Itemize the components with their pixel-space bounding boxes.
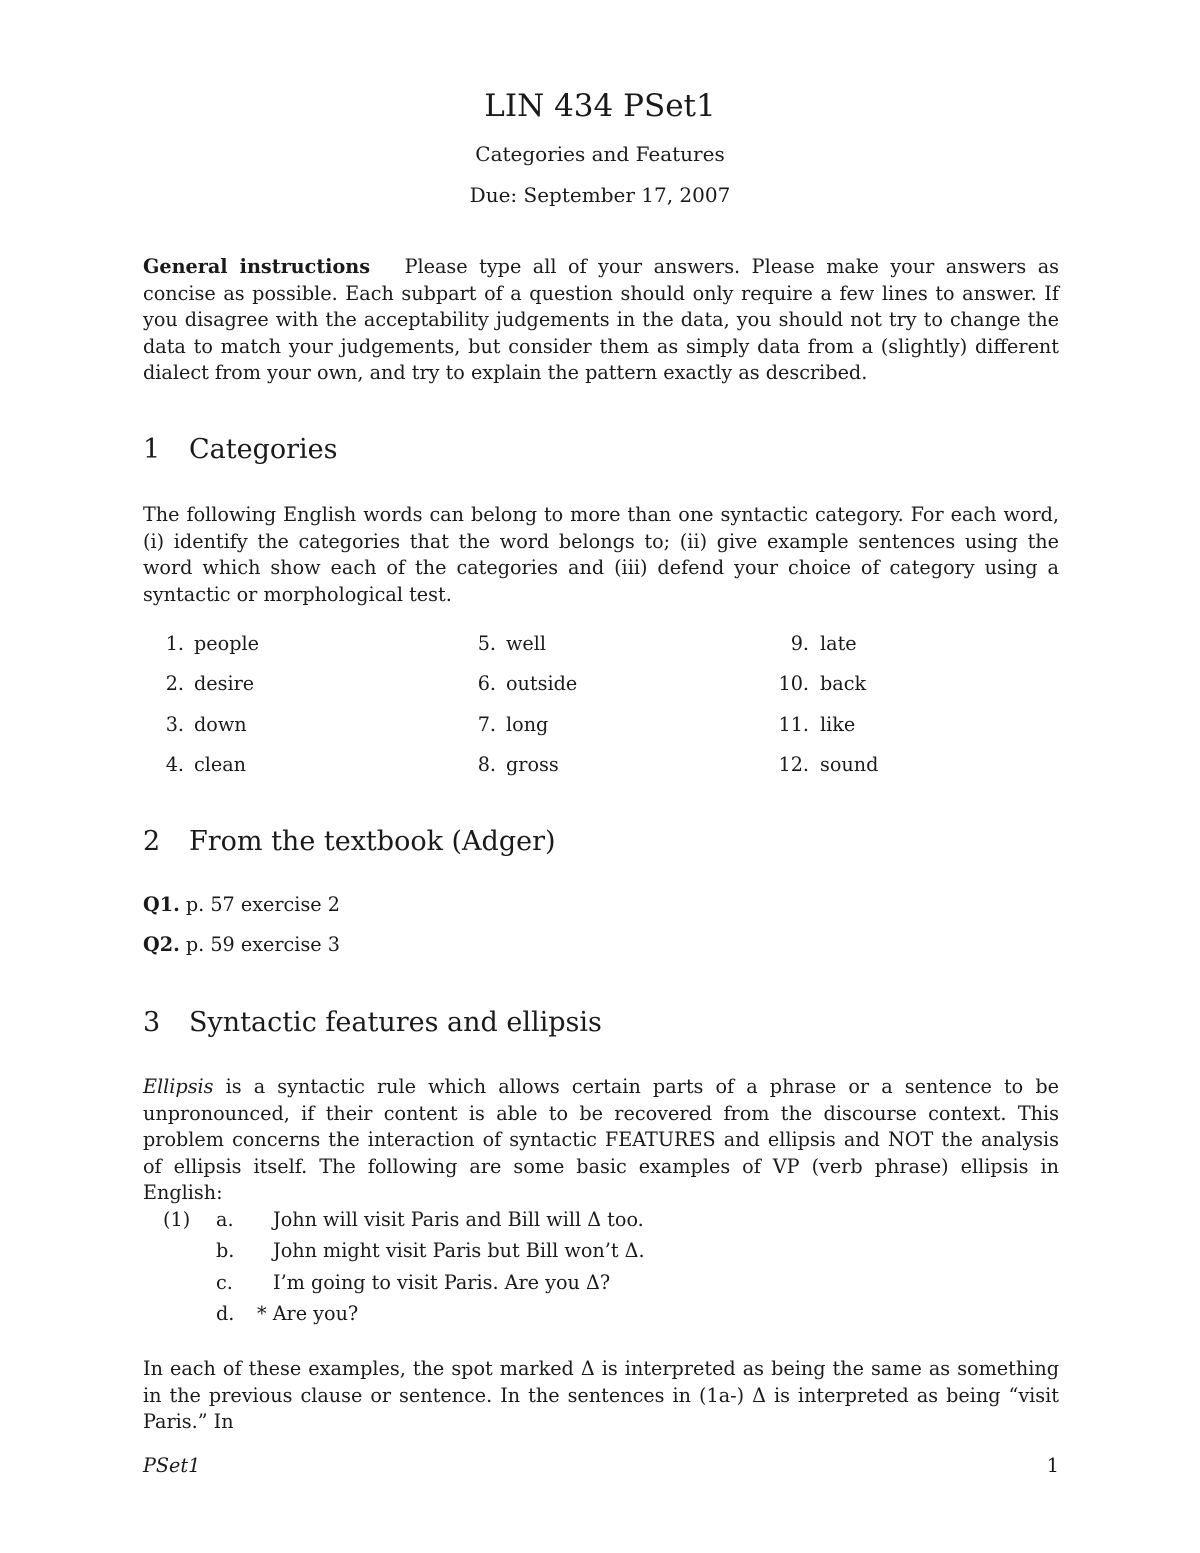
word-item: back <box>820 672 867 695</box>
word-number: 2. <box>165 672 184 695</box>
example-label: d. <box>216 1302 235 1325</box>
section-1-heading <box>143 434 338 465</box>
section-title: Categories <box>189 434 338 465</box>
page-number: 1 <box>1046 1454 1059 1477</box>
example-label: b. <box>216 1239 235 1262</box>
question-label: Q2. <box>143 933 180 956</box>
word-item: long <box>506 713 549 736</box>
example-text: John might visit Paris but Bill won’t Δ. <box>273 1239 645 1262</box>
example-label: c. <box>216 1271 233 1294</box>
section-3-intro <box>143 1074 1059 1207</box>
general-instructions <box>143 254 1059 387</box>
word-item: sound <box>820 753 879 776</box>
word-number: 8. <box>477 753 496 776</box>
section-3-intro-text: is a syntactic rule which allows certain parts of a phrase or a sentence to be unpronounced, if their content is able to be recovered from the discourse context. This problem concerns the interaction of syntactic FEATURES and ellipsis and NOT the analysis of ellipsis itself. The following are some basic examples of VP (verb phrase) ellipsis in English: <box>143 1075 1059 1205</box>
word-item: outside <box>506 672 578 695</box>
word-number: 3. <box>165 713 184 736</box>
section-2-heading <box>143 826 556 857</box>
section-number: 2 <box>143 826 161 857</box>
footer-label: PSet1 <box>143 1454 201 1477</box>
example-text: John will visit Paris and Bill will Δ too. <box>273 1208 644 1231</box>
word-number: 6. <box>477 672 496 695</box>
example-number: (1) <box>163 1208 191 1231</box>
example-text: * Are you? <box>257 1302 359 1325</box>
word-number: 5. <box>477 632 496 655</box>
word-item: like <box>820 713 856 736</box>
question-item <box>143 893 340 916</box>
section-3-heading <box>143 1007 602 1038</box>
word-number: 9. <box>790 632 809 655</box>
ellipsis-term: Ellipsis <box>143 1075 214 1098</box>
section-title: From the textbook (Adger) <box>189 826 556 857</box>
word-item: gross <box>506 753 559 776</box>
question-text: p. 57 exercise 2 <box>185 893 340 916</box>
instructions-text: Please type all of your answers. Please make your answers as concise as possible. Each subpart of a question should only require a few lines to answer. If you disagree with the acceptability judgements in the data, you should not try to change the data to match your judgements, but consider them as simply data from a (slightly) different dialect from your own, and try to explain the pattern exactly as described. <box>143 255 1059 385</box>
word-number: 1. <box>165 632 184 655</box>
word-item: desire <box>194 672 255 695</box>
section-number: 1 <box>143 434 161 465</box>
page-subtitle: Categories and Features <box>475 142 725 166</box>
example-label: a. <box>216 1208 234 1231</box>
word-item: people <box>194 632 259 655</box>
word-number: 10. <box>778 672 809 695</box>
page-title: LIN 434 PSet1 <box>484 88 716 124</box>
word-item: clean <box>194 753 247 776</box>
question-text: p. 59 exercise 3 <box>185 933 340 956</box>
section-1-intro: The following English words can belong to more than one syntactic category. For each word, (i) identify the categories that the word belongs to; (ii) give example sentences using the word which show each of the categories and (iii) defend your choice of category using a syntactic or morphological test. <box>143 503 1059 606</box>
instructions-label: General instructions <box>143 255 371 278</box>
section-3-followup: In each of these examples, the spot marked Δ is interpreted as being the same as something in the previous clause or sentence. In the sentences in (1a-) Δ is interpreted as being “visit Paris.” In <box>143 1357 1059 1434</box>
example-text: I’m going to visit Paris. Are you Δ? <box>273 1271 611 1294</box>
question-label: Q1. <box>143 893 180 916</box>
word-number: 7. <box>477 713 496 736</box>
section-title: Syntactic features and ellipsis <box>189 1007 602 1038</box>
due-date: Due: September 17, 2007 <box>469 183 731 207</box>
word-number: 4. <box>165 753 184 776</box>
word-number: 12. <box>778 753 809 776</box>
word-item: well <box>506 632 547 655</box>
word-number: 11. <box>778 713 809 736</box>
word-item: down <box>194 713 247 736</box>
word-item: late <box>820 632 857 655</box>
question-item <box>143 933 340 956</box>
section-number: 3 <box>143 1007 161 1038</box>
